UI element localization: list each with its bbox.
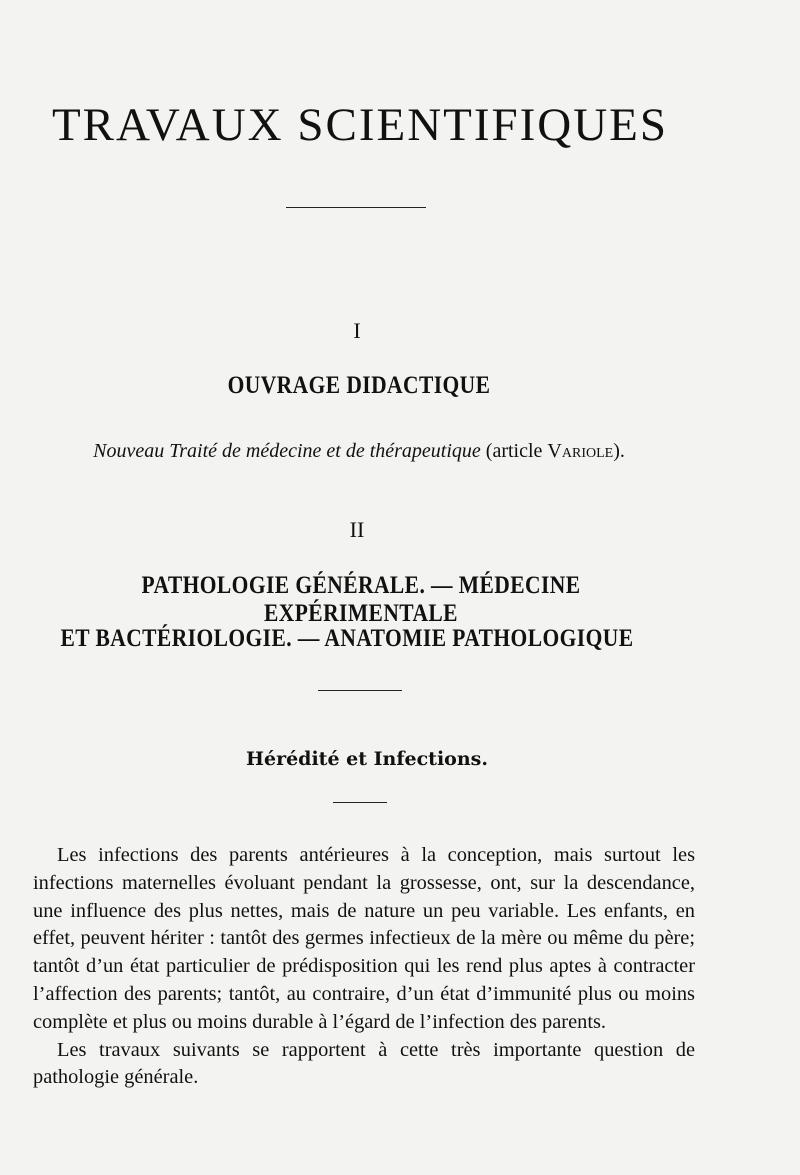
section-heading-pathology-line1: PATHOLOGIE GÉNÉRALE. — MÉDECINE EXPÉRIMENTALE <box>141 572 581 627</box>
article-suffix: ). <box>613 440 625 462</box>
body-text <box>33 842 695 1092</box>
title-divider <box>286 207 426 208</box>
section-numeral-2: II <box>349 517 365 542</box>
topic-divider <box>333 802 387 803</box>
section-heading-didactic: OUVRAGE DIDACTIQUE <box>227 372 491 399</box>
work-title: Nouveau Traité de médecine et de thérapeutique <box>93 440 481 462</box>
section-numeral-1: I <box>353 318 361 343</box>
paragraph-works: Les travaux suivants se rapportent à cette très importante question de pathologie générale. <box>33 1038 695 1089</box>
section-heading-pathology-line2: ET BACTÉRIOLOGIE. — ANATOMIE PATHOLOGIQUE <box>60 625 634 652</box>
paragraph-heredity: Les infections des parents antérieures à la conception, mais surtout les infections maternelles évoluant pendant la grossesse, ont, sur la descendance, une influence des plus nettes, mais de nature un peu variable. Les enfants, en effet, peuvent hériter : tantôt des germes infectieux de la mère ou même du père; tantôt d’un état particulier de prédisposition qui les rend plus aptes à contracter l’affection des parents; tantôt, au contraire, d’un état d’immunité plus ou moins complète et plus ou moins durable à l’égard de l’infection des parents. <box>33 844 695 1033</box>
topic-title: Hérédité et Infections. <box>246 748 488 770</box>
page-title: TRAVAUX SCIENTIFIQUES <box>51 99 669 151</box>
work-reference <box>0 440 718 463</box>
article-prefix: (article <box>480 440 548 462</box>
section-divider <box>318 690 402 691</box>
article-name: Variole <box>547 440 614 462</box>
